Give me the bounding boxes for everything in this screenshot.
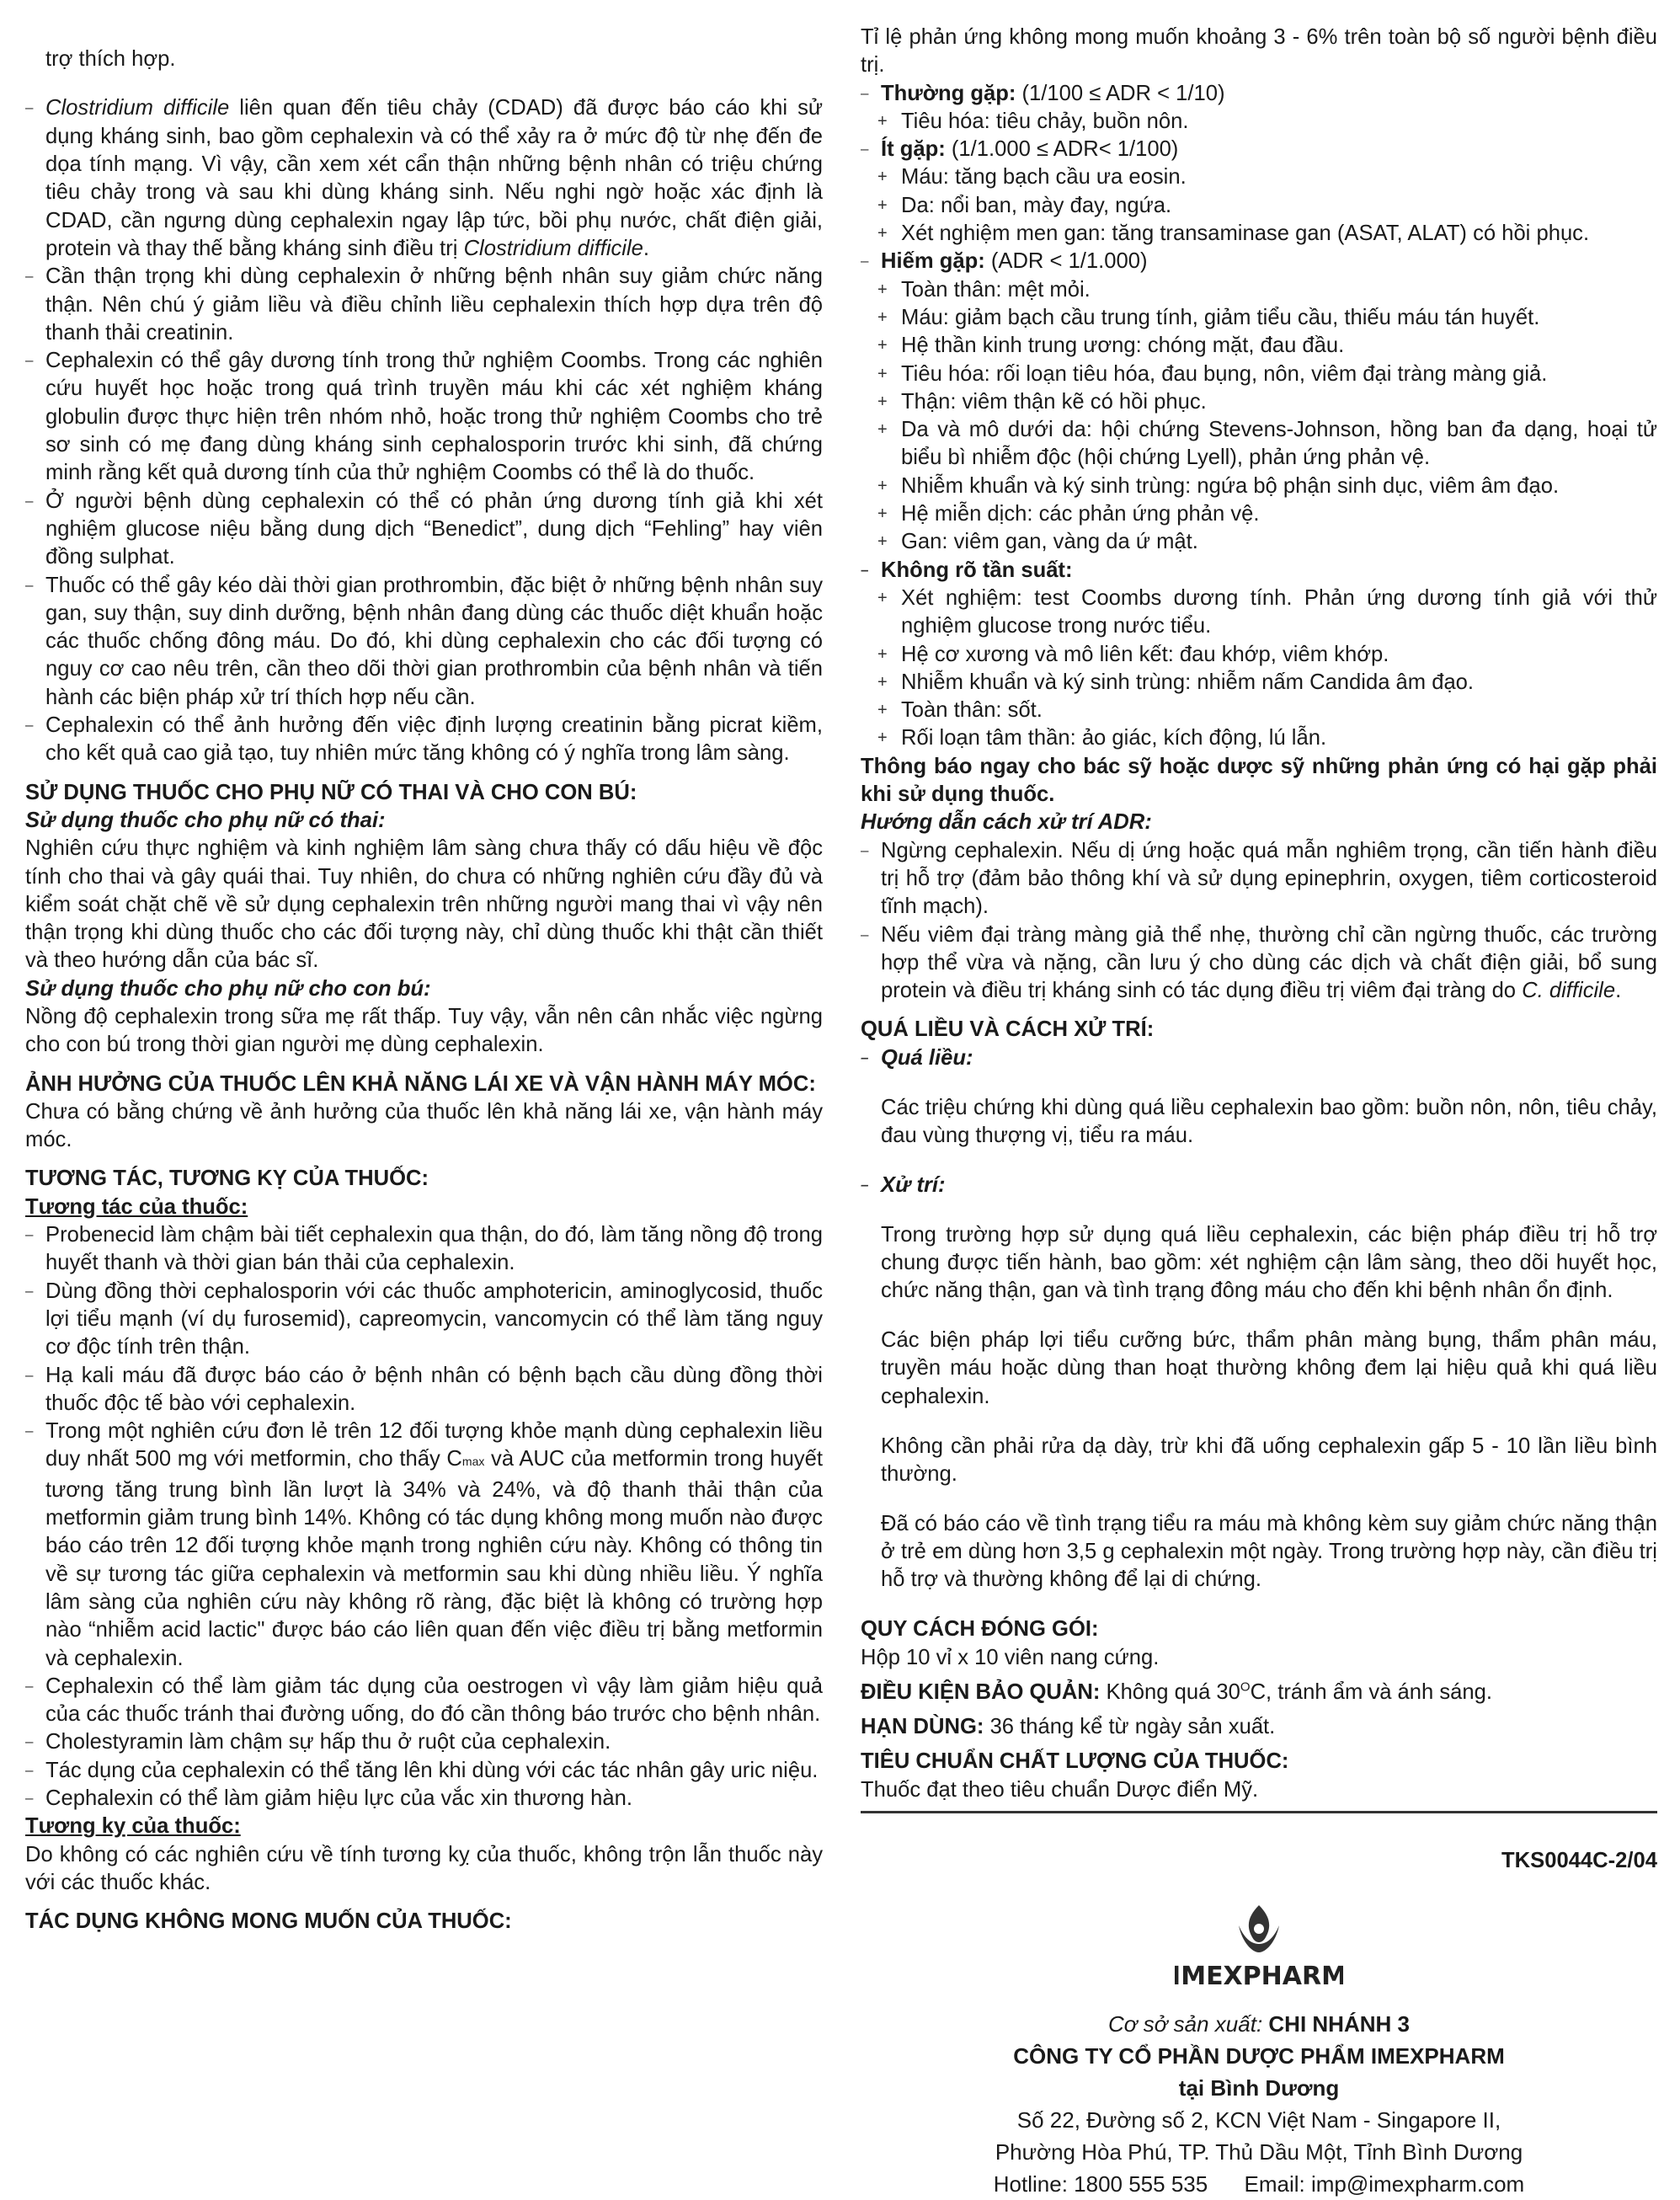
label: HẠN DÙNG: (861, 1715, 984, 1739)
list-item: + Xét nghiệm men gan: tăng transaminase gan (ASAT, ALAT) có hồi phục. (861, 220, 1657, 248)
paragraph: Thuốc đạt theo tiêu chuẩn Dược điển Mỹ. (861, 1777, 1259, 1802)
paragraph: trợ thích hợp. (45, 46, 176, 71)
list-item: + Toàn thân: sốt. (861, 697, 1657, 724)
label: Thường gặp: (881, 81, 1016, 105)
list-item: + Gan: viêm gan, vàng da ứ mật. (861, 528, 1657, 556)
list-item: – Hạ kali máu đã được báo cáo ở bệnh nhân có bệnh bạch cầu dùng đồng thời thuốc độc tế bào với cephalexin. (25, 1362, 823, 1418)
paragraph: Các biện pháp lợi tiểu cưỡng bức, thẩm phân màng bụng, thẩm phân máu, truyền máu hoặc dùng than hoạt thường không đem lại hiệu quả khi quá liều cephalexin. (881, 1328, 1657, 1408)
label: ĐIỀU KIỆN BẢO QUẢN: (861, 1679, 1101, 1704)
text: liên quan đến tiêu chảy (CDAD) đã được báo cáo khi sử dụng kháng sinh, bao gồm cephalexin và có thể xảy ra ở mức độ từ nhẹ đến đe dọa tính mạng. Vì vậy, cần xem xét cẩn thận những bệnh nhân có triệu chứng tiêu chảy trong và sau khi dùng kháng sinh. Nếu nghi ngờ hoặc xác định là CDAD, cần ngưng dùng cephalexin ngay lập tức, bồi phụ nước, chất điện giải, protein và thay thế bằng kháng sinh điều trị (45, 96, 824, 260)
subheading: – Xử trí: (861, 1172, 1657, 1199)
subscript: max (461, 1455, 485, 1469)
document-code: TKS0044C-2/04 (1501, 1849, 1657, 1873)
superscript: O (1240, 1679, 1251, 1695)
text: . (643, 236, 650, 260)
list-item: + Hệ thần kinh trung ương: chóng mặt, đau đầu. (861, 332, 1657, 360)
paragraph: Đã có báo cáo về tình trạng tiểu ra máu mà không kèm suy giảm chức năng thận ở trẻ em dùng hơn 3,5 g cephalexin một ngày. Trong trường hợp này, cần điều trị hỗ trợ và thường không để lại di chứng. (881, 1511, 1657, 1592)
label: Hiếm gặp: (881, 249, 985, 274)
text: (1/100 ≤ ADR < 1/10) (1016, 81, 1225, 105)
text: Nếu viêm đại tràng màng giả thể nhẹ, thường chỉ cần ngừng thuốc, các trường hợp thể vừa và nặng, cần lưu ý cho dùng các dịch và chất điện giải, bổ sung protein và điều trị kháng sinh có tác dụng điều trị viêm đại tràng do (881, 922, 1657, 1003)
expiry-line (861, 1713, 1657, 1741)
label: Cơ sở sản xuất: (1108, 2010, 1269, 2037)
section-heading: QUÁ LIỀU VÀ CÁCH XỬ TRÍ: (861, 1017, 1155, 1042)
paragraph: Trong trường hợp sử dụng quá liều cephalexin, các biện pháp điều trị hỗ trợ chung được tiến hành, bao gồm: xét nghiệm cận lâm sàng, theo dõi huyết học, chức năng thận, gan và tình trạng đông máu cho đến khi bệnh nhân ổn định. (881, 1222, 1657, 1303)
text: (1/1.000 ≤ ADR< 1/100) (945, 137, 1179, 162)
italic-term: Clostridium difficile (45, 96, 230, 120)
address-line: Phường Hòa Phú, TP. Thủ Dầu Một, Tỉnh Bình Dương (995, 2139, 1523, 2165)
list-item: – Cần thận trọng khi dùng cephalexin ở những bệnh nhân suy giảm chức năng thận. Nên chú ý giảm liều và điều chỉnh liều cephalexin thích hợp dựa trên độ thanh thải creatinin. (25, 263, 823, 347)
frequency-heading (861, 80, 1657, 108)
list-item: – Probenecid làm chậm bài tiết cephalexin qua thận, do đó, làm tăng nồng độ trong huyết thanh và thời gian bán thải của cephalexin. (25, 1221, 823, 1278)
list-item: – Cephalexin có thể làm giảm tác dụng của oestrogen vì vậy làm giảm hiệu quả của các thuốc tránh thai đường uống, do đó cần thông báo trước cho bệnh nhân. (25, 1673, 823, 1729)
italic-term: C. difficile (1522, 979, 1616, 1003)
frequency-heading: – Không rõ tần suất: (861, 557, 1657, 585)
right-column (861, 24, 1657, 2200)
italic-term: Clostridium difficile (463, 236, 643, 260)
text: và AUC của metformin trong huyết tương tăng trung bình lần lượt là 34% và 24%, và độ thanh thải thận của metformin giảm trung bình 14%. Không có tác dụng không mong muốn nào được báo cáo trên 12 đối tượng khỏe mạnh trong nghiên cứu này. Không có thông tin về sự tương tác giữa cephalexin và metformin sau khi dùng nhiều liều. Ý nghĩa lâm sàng của nghiên cứu này không rõ ràng, đặc biệt là không có trường hợp nào “nhiễm acid lactic" được báo cáo liên quan đến việc điều trị bằng metformin và cephalexin. (45, 1447, 823, 1670)
subheading: – Quá liều: (861, 1044, 1657, 1072)
list-item (25, 94, 823, 263)
list-item: + Tiêu hóa: rối loạn tiêu hóa, đau bụng, nôn, viêm đại tràng màng giả. (861, 360, 1657, 388)
list-item: – Cholestyramin làm chậm sự hấp thu ở ruột của cephalexin. (25, 1728, 823, 1756)
paragraph: Không cần phải rửa dạ dày, trừ khi đã uống cephalexin gấp 5 - 10 lần liều bình thường. (881, 1434, 1657, 1486)
frequency-heading (861, 136, 1657, 163)
list-item: – Ở người bệnh dùng cephalexin có thể có phản ứng dương tính giả khi xét nghiệm glucose niệu bằng dung dịch “Benedict”, dung dịch “Fehling” hay viên đồng sulphat. (25, 488, 823, 572)
subheading: Hướng dẫn cách xử trí ADR: (861, 810, 1152, 835)
list-item: – Dùng đồng thời cephalosporin với các thuốc amphotericin, aminoglycosid, thuốc lợi tiểu mạnh (ví dụ furosemid), capreomycin, vancomycin có thể làm tăng nguy cơ độc tính trên thận. (25, 1278, 823, 1362)
text: . (1615, 979, 1622, 1003)
list-item: + Máu: tăng bạch cầu ưa eosin. (861, 163, 1657, 191)
section-heading: TÁC DỤNG KHÔNG MONG MUỐN CỦA THUỐC: (25, 1909, 512, 1934)
paragraph: Nồng độ cephalexin trong sữa mẹ rất thấp. Tuy vậy, vẫn nên cân nhắc việc ngừng cho con bú trong thời gian người mẹ dùng cephalexin. (25, 1004, 823, 1057)
section-heading: TIÊU CHUẨN CHẤT LƯỢNG CỦA THUỐC: (861, 1749, 1289, 1774)
list-item: – Tác dụng của cephalexin có thể tăng lên khi dùng với các tác nhân gây uric niệu. (25, 1757, 823, 1785)
storage-line (861, 1679, 1657, 1706)
list-item: + Da: nổi ban, mày đay, ngứa. (861, 192, 1657, 220)
section-heading: TƯƠNG TÁC, TƯƠNG KỴ CỦA THUỐC: (25, 1167, 429, 1191)
section-heading: ẢNH HƯỞNG CỦA THUỐC LÊN KHẢ NĂNG LÁI XE VÀ VẬN HÀNH MÁY MÓC: (25, 1071, 816, 1096)
divider (861, 1811, 1657, 1813)
list-item: + Máu: giảm bạch cầu trung tính, giảm tiểu cầu, thiếu máu tán huyết. (861, 304, 1657, 332)
subheading: Tương kỵ của thuốc: (25, 1814, 241, 1839)
list-item: – Cephalexin có thể ảnh hưởng đến việc định lượng creatinin bằng picrat kiềm, cho kết quả cao giả tạo, tuy nhiên mức tăng không có ý nghĩa trong lâm sàng. (25, 712, 823, 768)
text: 36 tháng kể từ ngày sản xuất. (984, 1715, 1276, 1739)
list-item: – Thuốc có thể gây kéo dài thời gian prothrombin, đặc biệt ở những bệnh nhân suy gan, suy thận, suy dinh dưỡng, bệnh nhân đang dùng các thuốc diệt khuẩn hoặc các thuốc chống đông máu. Do đó, khi dùng cephalexin cho các đối tượng có nguy cơ cao nêu trên, cần theo dõi thời gian prothrombin của bệnh nhân và tiến hành các biện pháp xử trí thích hợp nếu cần. (25, 572, 823, 712)
text: CHI NHÁNH 3 (1268, 2010, 1410, 2037)
list-item (25, 1418, 823, 1673)
paragraph: Do không có các nghiên cứu về tính tương kỵ của thuốc, không trộn lẫn thuốc này với các thuốc khác. (25, 1842, 823, 1894)
list-item: + Hệ cơ xương và mô liên kết: đau khớp, viêm khớp. (861, 641, 1657, 669)
subheading: Sử dụng thuốc cho phụ nữ có thai: (25, 808, 386, 832)
left-column (25, 24, 823, 1936)
list-item: + Thận: viêm thận kẽ có hồi phục. (861, 388, 1657, 416)
subheading: Sử dụng thuốc cho phụ nữ cho con bú: (25, 976, 431, 1001)
text: Không quá 30 (1100, 1679, 1240, 1704)
list-item: – Cephalexin có thể làm giảm hiệu lực của vắc xin thương hàn. (25, 1785, 823, 1813)
section-heading: SỬ DỤNG THUỐC CHO PHỤ NỮ CÓ THAI VÀ CHO CON BÚ: (25, 780, 637, 804)
list-item: – Cephalexin có thể gây dương tính trong thử nghiệm Coombs. Trong các nghiên cứu huyết học hoặc trong quá trình truyền máu khi các xét nghiệm kháng globulin được thực hiện trên nhóm nhỏ, hoặc trong thử nghiệm Coombs cho trẻ sơ sinh có mẹ đang dùng kháng sinh cephalosporin trước khi sinh, đã chứng minh rằng kết quả dương tính của thử nghiệm Coombs có thể là do thuốc. (25, 347, 823, 487)
list-item: + Nhiễm khuẩn và ký sinh trùng: ngứa bộ phận sinh dục, viêm âm đạo. (861, 473, 1657, 500)
section-heading: QUY CÁCH ĐÓNG GÓI: (861, 1617, 1099, 1642)
paragraph: Hộp 10 vỉ x 10 viên nang cứng. (861, 1645, 1160, 1669)
label: Ít gặp: (881, 137, 946, 162)
company-name: CÔNG TY CỔ PHẦN DƯỢC PHẨM IMEXPHARM (1013, 2042, 1505, 2069)
paragraph: Các triệu chứng khi dùng quá liều cephalexin bao gồm: buồn nôn, nôn, tiêu chảy, đau vùng thượng vị, tiểu ra máu. (881, 1095, 1657, 1147)
paragraph: Nghiên cứu thực nghiệm và kinh nghiệm lâm sàng chưa thấy có dấu hiệu về độc tính cho thai và gây quái thai. Tuy nhiên, do chưa có những nghiên cứu đầy đủ và kiểm soát chặt chẽ về sử dụng cephalexin trên những người mang thai vì vậy nên thận trọng khi dùng thuốc cho các đối tượng này, chỉ dùng thuốc khi thật cần thiết và theo hướng dẫn của bác sĩ. (25, 836, 823, 973)
frequency-heading (861, 248, 1657, 275)
contact-line: Hotline: 1800 555 535 Email: imp@imexpharm.com (993, 2171, 1525, 2197)
list-item (861, 921, 1657, 1006)
list-item: + Nhiễm khuẩn và ký sinh trùng: nhiễm nấm Candida âm đạo. (861, 669, 1657, 697)
notice: Thông báo ngay cho bác sỹ hoặc dược sỹ những phản ứng có hại gặp phải khi sử dụng thuốc. (861, 754, 1657, 807)
list-item: + Hệ miễn dịch: các phản ứng phản vệ. (861, 500, 1657, 528)
text: C, tránh ẩm và ánh sáng. (1250, 1679, 1492, 1704)
address-line: Số 22, Đường số 2, KCN Việt Nam - Singapore II, (1016, 2107, 1501, 2133)
list-item: + Tiêu hóa: tiêu chảy, buồn nôn. (861, 108, 1657, 136)
logo-wordmark: IMEXPHARM (1175, 1962, 1343, 1992)
text: Trong một nghiên cứu đơn lẻ trên 12 đối tượng khỏe mạnh dùng cephalexin liều duy nhất 500 mg với metformin, cho thấy C (45, 1419, 823, 1471)
imexpharm-logo-icon (1175, 1900, 1343, 1993)
list-item: + Toàn thân: mệt mỏi. (861, 276, 1657, 304)
company-logo (861, 1900, 1657, 2000)
list-item: – Ngừng cephalexin. Nếu dị ứng hoặc quá mẫn nghiêm trọng, cần tiến hành điều trị hỗ trợ (đảm bảo thông khí và sử dụng epinephrin, oxygen, tiêm corticosteroid tĩnh mạch). (861, 837, 1657, 921)
list-item: + Da và mô dưới da: hội chứng Stevens-Johnson, hồng ban đa dạng, hoại tử biểu bì nhiễm độc (hội chứng Lyell), phản ứng phản vệ. (861, 416, 1657, 473)
text: (ADR < 1/1.000) (984, 249, 1148, 274)
list-item: + Xét nghiệm: test Coombs dương tính. Phản ứng dương tính giả với thử nghiệm glucose trong nước tiểu. (861, 585, 1657, 641)
paragraph: Tỉ lệ phản ứng không mong muốn khoảng 3 - 6% trên toàn bộ số người bệnh điều trị. (861, 25, 1657, 77)
manufacturer-line (861, 2008, 1657, 2040)
paragraph: Chưa có bằng chứng về ảnh hưởng của thuốc lên khả năng lái xe, vận hành máy móc. (25, 1099, 823, 1152)
company-location: tại Bình Dương (1178, 2075, 1340, 2101)
list-item: + Rối loạn tâm thần: ảo giác, kích động, lú lẫn. (861, 724, 1657, 752)
subheading: Tương tác của thuốc: (25, 1194, 248, 1219)
